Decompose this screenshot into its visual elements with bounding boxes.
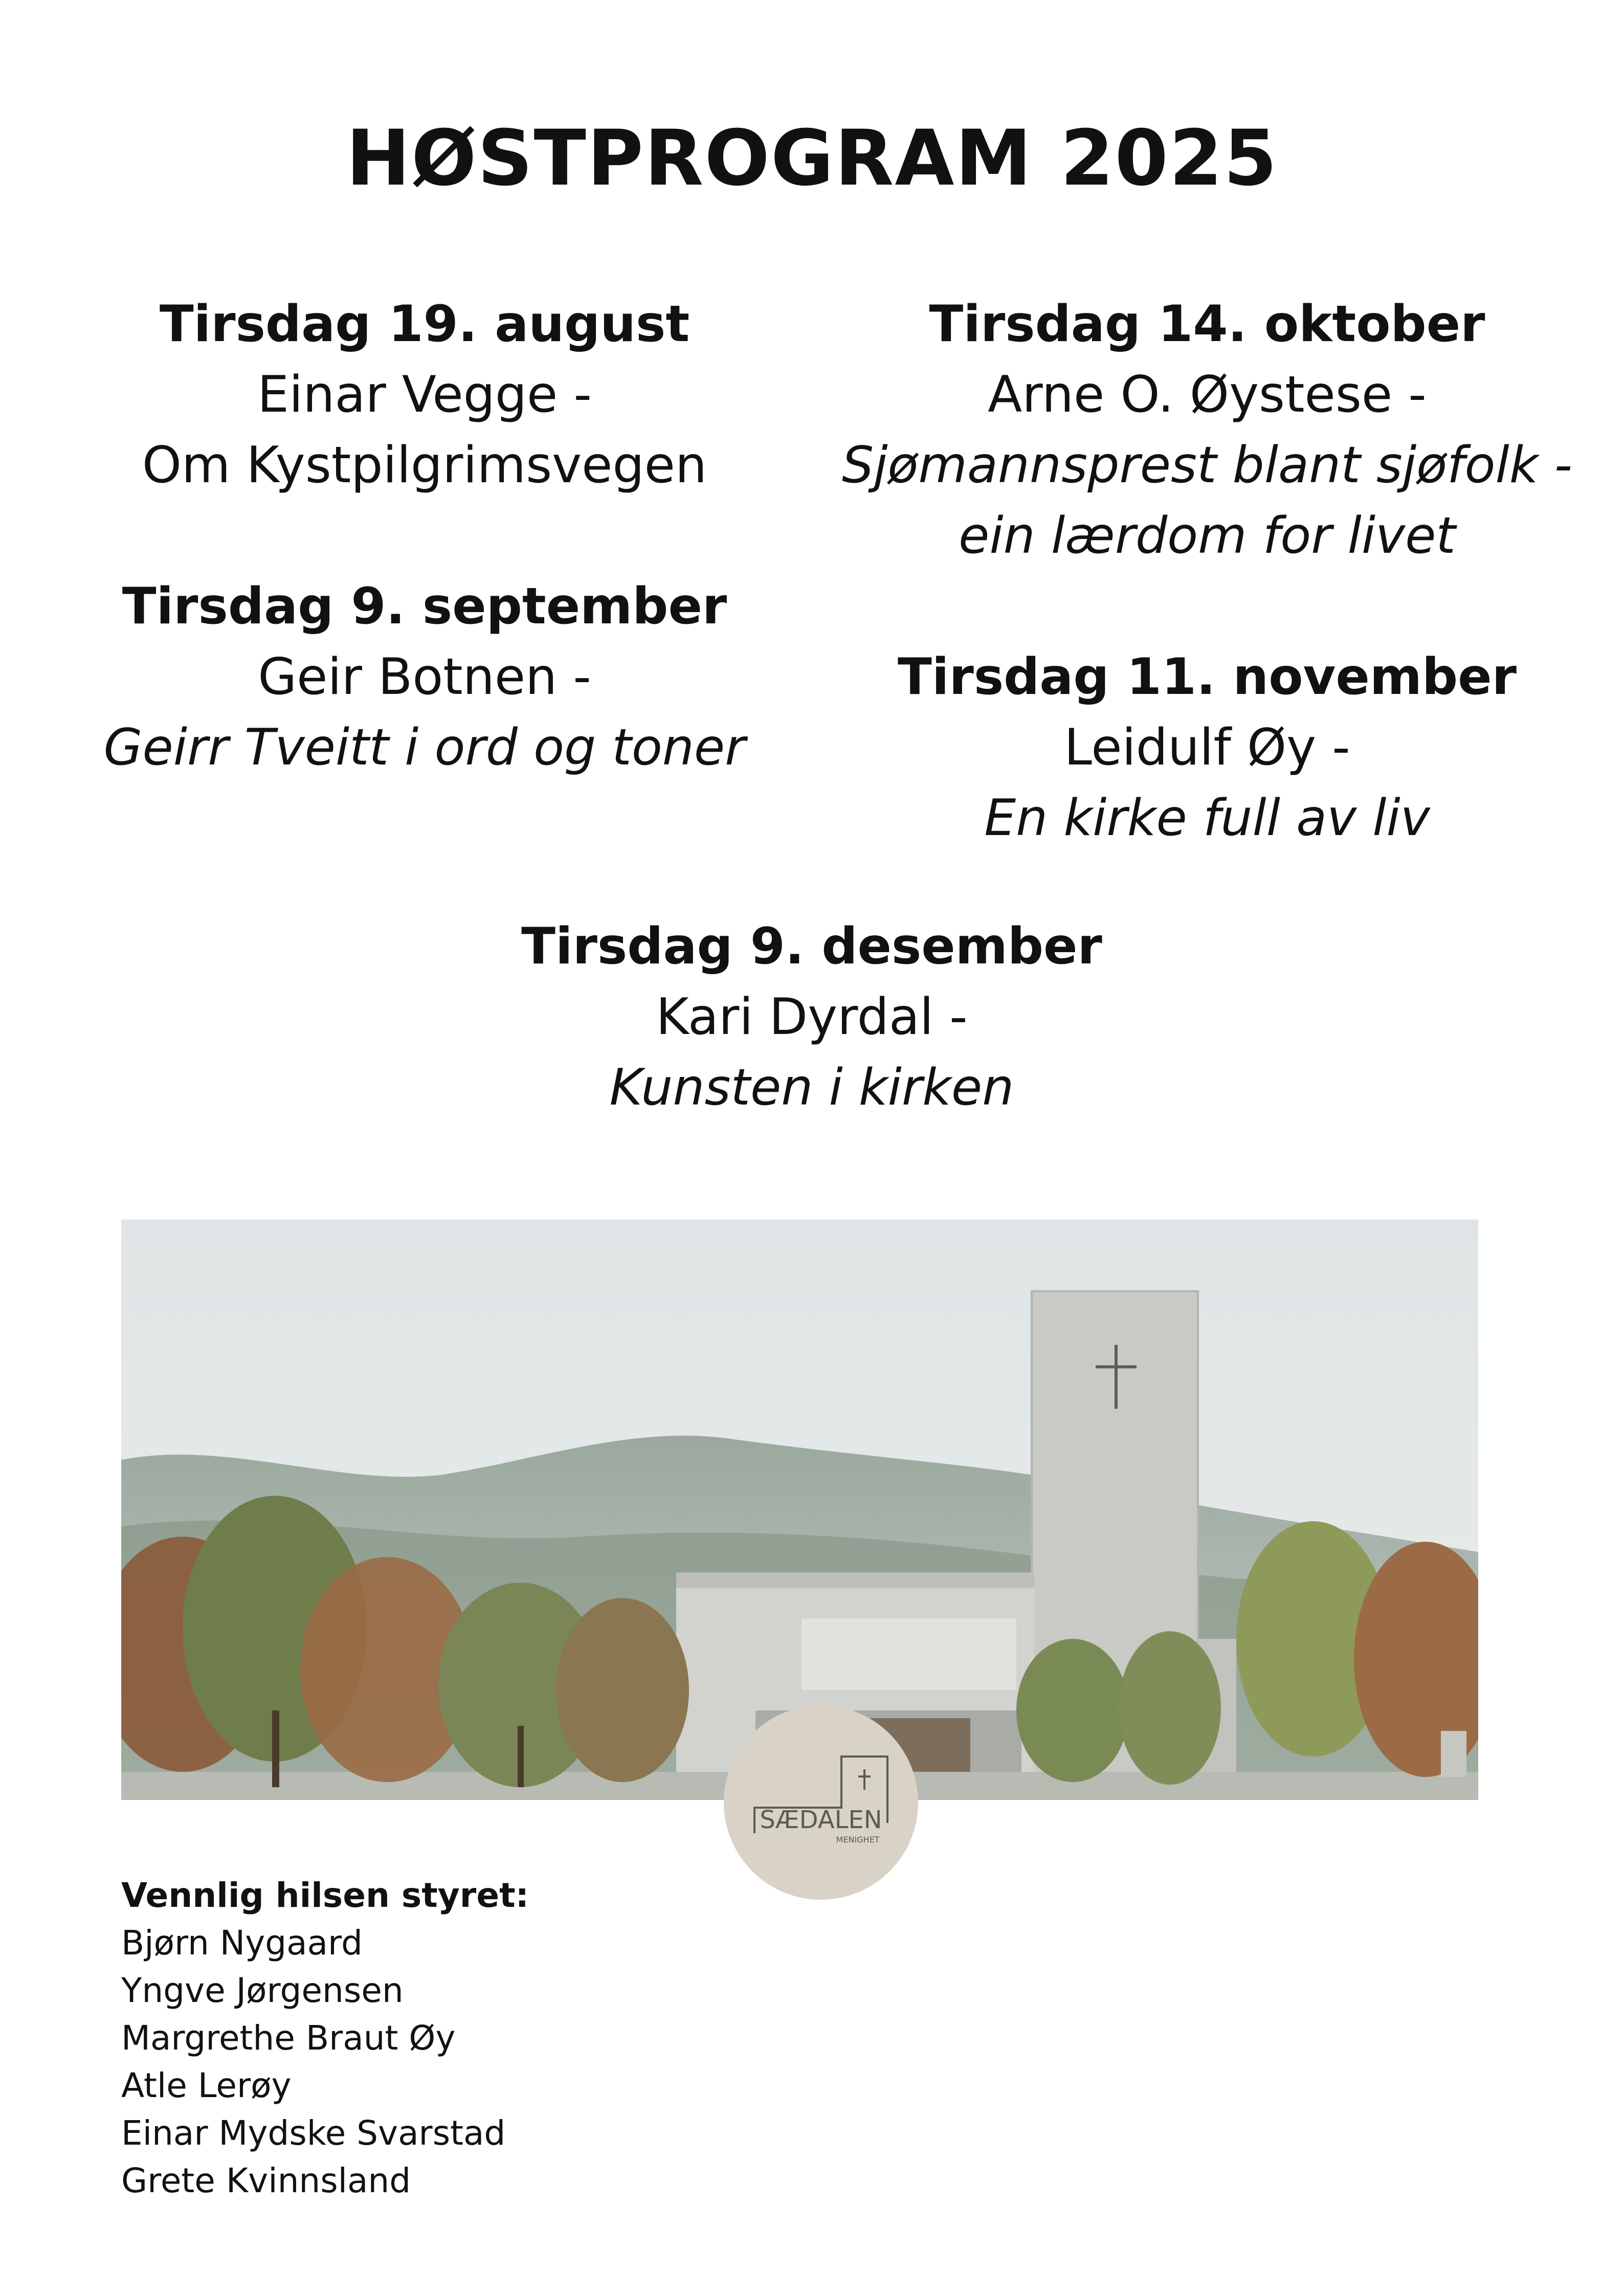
event-date: Tirsdag 9. september xyxy=(122,577,727,636)
event-september xyxy=(41,571,808,783)
event-desember xyxy=(428,911,1195,1123)
event-speaker: Arne O. Øystese - xyxy=(988,366,1427,424)
event-august xyxy=(41,289,808,501)
greeting-heading: Vennlig hilsen styret: xyxy=(121,1876,529,1915)
logo-name: SÆDALEN xyxy=(760,1806,882,1834)
event-topic: En kirke full av liv xyxy=(984,789,1430,847)
event-speaker: Geir Botnen - xyxy=(258,648,591,706)
church-logo-icon xyxy=(724,1705,918,1900)
board-member: Einar Mydske Svarstad xyxy=(121,2113,506,2153)
greeting xyxy=(121,1872,529,2204)
event-topic: Sjømannsprest blant sjøfolk - xyxy=(842,436,1572,494)
event-date: Tirsdag 9. desember xyxy=(521,917,1102,976)
event-topic: ein lærdom for livet xyxy=(959,507,1456,565)
event-speaker: Kari Dyrdal - xyxy=(656,988,968,1046)
event-topic: Om Kystpilgrimsvegen xyxy=(142,436,707,494)
saedalen-logo xyxy=(724,1705,918,1900)
board-member: Bjørn Nygaard xyxy=(121,1923,363,1963)
event-date: Tirsdag 11. november xyxy=(898,648,1517,706)
event-speaker: Leidulf Øy - xyxy=(1064,718,1350,777)
board-member: Margrethe Braut Øy xyxy=(121,2018,456,2058)
board-member: Grete Kvinnsland xyxy=(121,2161,411,2200)
event-oktober xyxy=(824,289,1591,571)
event-topic: Geirr Tveitt i ord og toner xyxy=(103,718,746,777)
event-speaker: Einar Vegge - xyxy=(257,366,592,424)
event-date: Tirsdag 19. august xyxy=(159,295,690,353)
event-topic: Kunsten i kirken xyxy=(609,1059,1014,1117)
logo-sub: MENIGHET xyxy=(836,1835,880,1844)
page-title: HØSTPROGRAM 2025 xyxy=(346,114,1278,203)
event-november xyxy=(824,642,1591,853)
event-date: Tirsdag 14. oktober xyxy=(929,295,1485,353)
board-member: Atle Lerøy xyxy=(121,2066,292,2105)
board-member: Yngve Jørgensen xyxy=(121,1971,404,2010)
